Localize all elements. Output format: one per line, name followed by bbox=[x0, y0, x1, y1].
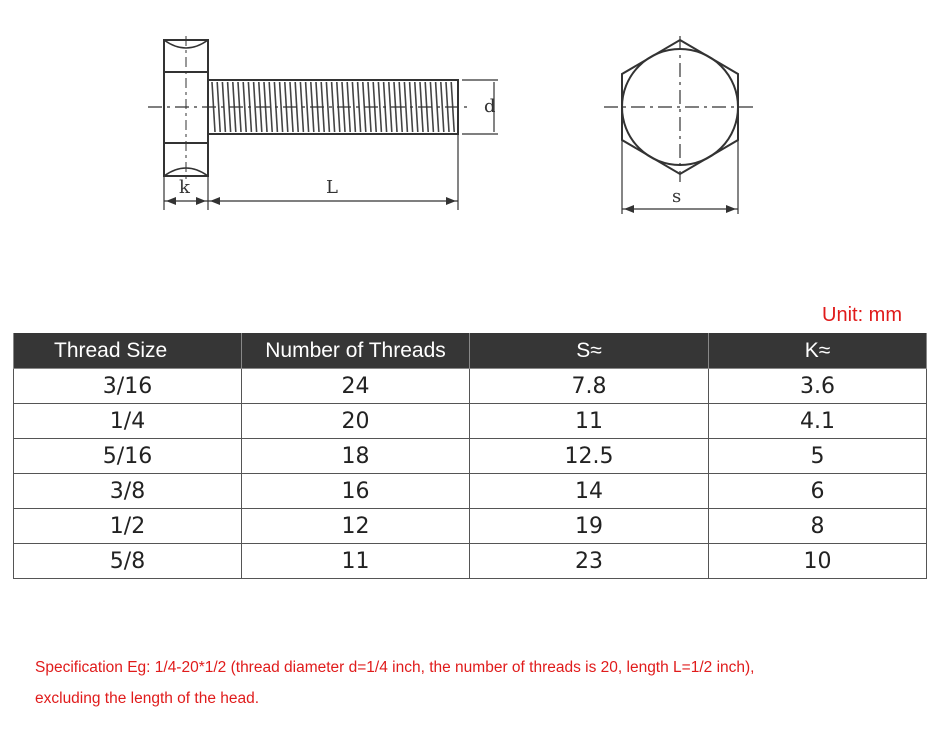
unit-label: Unit: mm bbox=[822, 304, 902, 326]
specification-note bbox=[35, 652, 915, 714]
bolt-diagram bbox=[0, 0, 937, 300]
table-row bbox=[14, 509, 927, 544]
cell-threads: 24 bbox=[242, 369, 470, 404]
cell-threads: 16 bbox=[242, 474, 470, 509]
label-k: k bbox=[179, 177, 190, 198]
cell-s: 12.5 bbox=[470, 439, 709, 474]
label-d: d bbox=[484, 96, 496, 117]
cell-k: 10 bbox=[709, 544, 927, 579]
cell-k: 4.1 bbox=[709, 404, 927, 439]
cell-thread-size: 1/4 bbox=[14, 404, 242, 439]
cell-s: 7.8 bbox=[470, 369, 709, 404]
header-number-of-threads: Number of Threads bbox=[242, 333, 470, 369]
cell-threads: 20 bbox=[242, 404, 470, 439]
table-row bbox=[14, 544, 927, 579]
table-row bbox=[14, 439, 927, 474]
cell-threads: 11 bbox=[242, 544, 470, 579]
cell-s: 14 bbox=[470, 474, 709, 509]
cell-thread-size: 3/8 bbox=[14, 474, 242, 509]
cell-thread-size: 3/16 bbox=[14, 369, 242, 404]
label-L: L bbox=[326, 177, 338, 198]
header-s: S≈ bbox=[470, 333, 709, 369]
cell-thread-size: 1/2 bbox=[14, 509, 242, 544]
table-row bbox=[14, 404, 927, 439]
table-header-row bbox=[14, 333, 927, 369]
cell-s: 11 bbox=[470, 404, 709, 439]
spec-table bbox=[13, 333, 927, 579]
cell-s: 23 bbox=[470, 544, 709, 579]
cell-s: 19 bbox=[470, 509, 709, 544]
cell-thread-size: 5/8 bbox=[14, 544, 242, 579]
cell-k: 8 bbox=[709, 509, 927, 544]
cell-k: 3.6 bbox=[709, 369, 927, 404]
header-thread-size: Thread Size bbox=[14, 333, 242, 369]
table-row bbox=[14, 474, 927, 509]
cell-thread-size: 5/16 bbox=[14, 439, 242, 474]
note-line-2: excluding the length of the head. bbox=[35, 690, 260, 707]
cell-threads: 12 bbox=[242, 509, 470, 544]
bolt-side-view bbox=[148, 36, 498, 210]
header-k: K≈ bbox=[709, 333, 927, 369]
note-line-1: Specification Eg: 1/4-20*1/2 (thread diameter d=1/4 inch, the number of threads is 20, length L=1/2 inch), bbox=[35, 659, 755, 676]
cell-threads: 18 bbox=[242, 439, 470, 474]
table-row bbox=[14, 369, 927, 404]
cell-k: 6 bbox=[709, 474, 927, 509]
cell-k: 5 bbox=[709, 439, 927, 474]
label-s: s bbox=[672, 186, 682, 207]
